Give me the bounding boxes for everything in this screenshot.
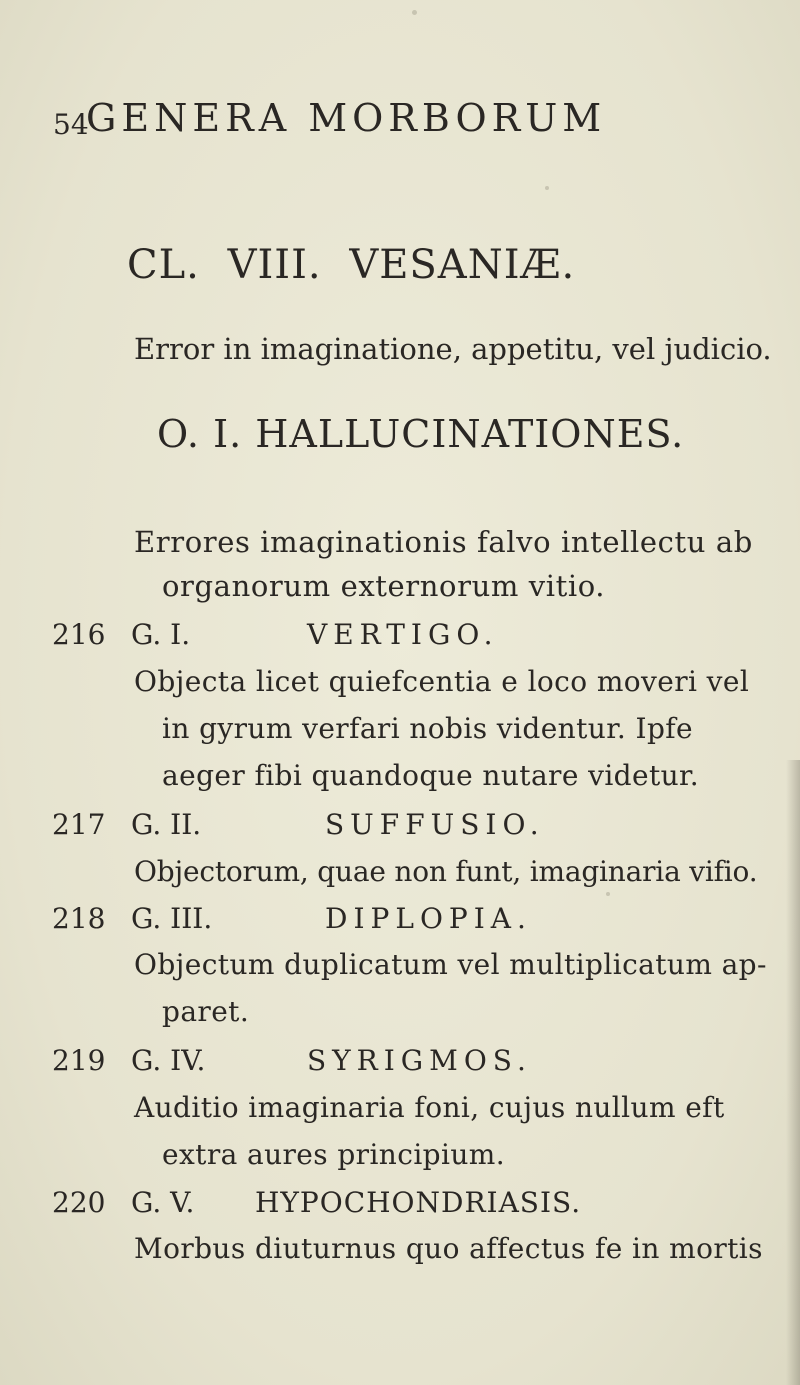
page-number: 54 <box>53 108 89 141</box>
genus-definition-line: paret. <box>162 995 250 1028</box>
genus-definition-line: Objectum duplicatum vel multiplicatum ap- <box>134 948 767 981</box>
genus-name: HYPOCHONDRIASIS. <box>255 1186 582 1219</box>
genus-definition-line: Morbus diuturnus quo affectus fe in mortis <box>134 1232 763 1265</box>
genus-name: SUFFUSIO. <box>325 808 545 841</box>
paper-speck <box>412 10 417 15</box>
page-edge-shadow <box>786 760 800 1385</box>
genus-label: G. III. <box>131 902 213 935</box>
paper-speck <box>545 186 549 190</box>
genus-definition-line: aeger fibi quandoque nutare videtur. <box>162 759 700 792</box>
genus-number: 218 <box>52 902 106 935</box>
genus-name: DIPLOPIA. <box>325 902 532 935</box>
genus-name: VERTIGO. <box>307 618 499 651</box>
genus-definition-line: Objectorum, quae non funt, imaginaria vifio. <box>134 855 758 888</box>
genus-number: 216 <box>52 618 106 651</box>
genus-label: G. I. <box>131 618 191 651</box>
order-definition-line-2: organorum externorum vitio. <box>162 569 606 603</box>
genus-definition-line: extra aures principium. <box>162 1138 506 1171</box>
running-head <box>0 96 800 146</box>
genus-label: G. V. <box>131 1186 195 1219</box>
genus-number: 219 <box>52 1044 106 1077</box>
genus-label: G. IV. <box>131 1044 206 1077</box>
genus-name: SYRIGMOS. <box>307 1044 532 1077</box>
order-title: O. I. HALLUCINATIONES. <box>157 412 685 456</box>
genus-definition-line: Auditio imaginaria foni, cujus nullum eft <box>134 1091 725 1124</box>
running-title: GENERA MORBORUM <box>86 96 607 140</box>
class-definition: Error in imaginatione, appetitu, vel judicio. <box>134 332 772 366</box>
genus-definition-line: Objecta licet quiefcentia e loco moveri vel <box>134 665 750 698</box>
paper-speck <box>606 892 610 896</box>
genus-label: G. II. <box>131 808 202 841</box>
genus-number: 217 <box>52 808 106 841</box>
genus-definition-line: in gyrum verfari nobis videntur. Ipfe <box>162 712 694 745</box>
genus-number: 220 <box>52 1186 106 1219</box>
class-title: CL. VIII. VESANIÆ. <box>127 242 576 288</box>
order-definition-line-1: Errores imaginationis falvo intellectu ab <box>134 525 753 559</box>
